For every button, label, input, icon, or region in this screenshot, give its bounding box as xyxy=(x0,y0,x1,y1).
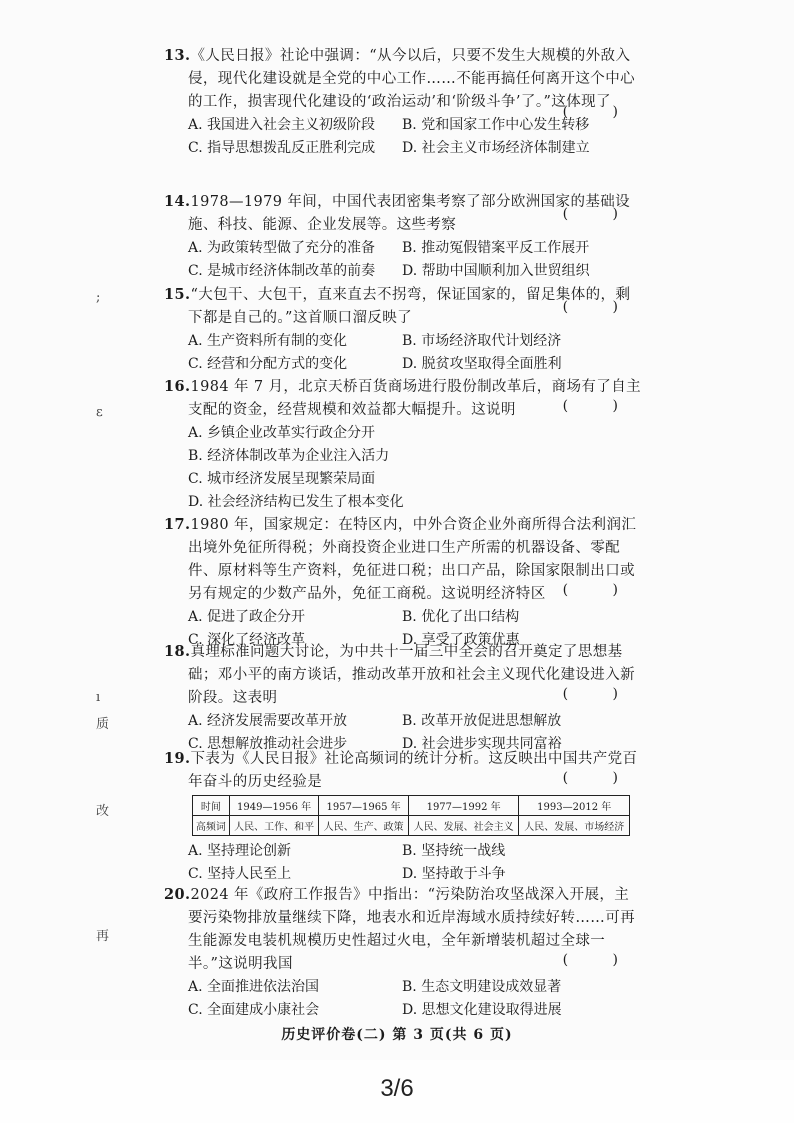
table-row xyxy=(193,816,630,836)
table-cell: 1993—2012 年 xyxy=(519,796,630,816)
option-d[interactable]: D. 享受了政策优惠 xyxy=(402,632,520,648)
option-b[interactable]: B. 优化了出口结构 xyxy=(402,609,520,625)
option-c[interactable]: C. 思想解放推动社会进步 xyxy=(188,736,348,752)
option-a[interactable]: A. 生产资料所有制的变化 xyxy=(188,333,348,349)
question-15-options xyxy=(164,330,644,376)
margin-mark: 改 xyxy=(96,804,110,819)
option-d[interactable]: D. 坚持敢于斗争 xyxy=(402,866,506,882)
option-c[interactable]: C. 城市经济发展呈现繁荣局面 xyxy=(188,471,376,487)
margin-mark: ı xyxy=(96,690,101,705)
option-d[interactable]: D. 脱贫攻坚取得全面胜利 xyxy=(402,356,562,372)
option-b[interactable]: B. 坚持统一战线 xyxy=(402,843,506,859)
answer-blank[interactable]: ( ) xyxy=(562,582,638,598)
option-a[interactable]: A. 经济发展需要改革开放 xyxy=(188,713,348,729)
table-cell: 时间 xyxy=(193,796,230,816)
question-17 xyxy=(164,513,644,652)
margin-mark: 质 xyxy=(96,717,110,732)
question-16-options xyxy=(164,422,644,514)
option-a[interactable]: A. 全面推进依法治国 xyxy=(188,979,320,995)
question-16-stem: 16.1984 年 7 月，北京天桥百货商场进行股份制改革后，商场有了自主支配的资金，经营规模和效益都大幅提升。这说明 xyxy=(164,378,641,418)
question-19 xyxy=(164,747,644,794)
option-d[interactable]: D. 社会主义市场经济体制建立 xyxy=(402,140,590,156)
page-indicator: 3/6 xyxy=(380,1075,414,1102)
option-c[interactable]: C. 深化了经济改革 xyxy=(188,632,306,648)
table-cell: 人民、工作、和平 xyxy=(229,816,319,836)
option-b[interactable]: B. 市场经济取代计划经济 xyxy=(402,333,562,349)
option-c[interactable]: C. 坚持人民至上 xyxy=(188,866,292,882)
table-cell: 人民、发展、市场经济 xyxy=(519,816,630,836)
option-d[interactable]: D. 思想文化建设取得进展 xyxy=(402,1002,562,1018)
answer-blank[interactable]: ( ) xyxy=(562,952,638,968)
answer-blank[interactable]: ( ) xyxy=(562,299,638,315)
question-13 xyxy=(164,44,644,160)
option-d[interactable]: D. 帮助中国顺利加入世贸组织 xyxy=(402,263,590,279)
option-c[interactable]: C. 是城市经济体制改革的前奏 xyxy=(188,263,376,279)
answer-blank[interactable]: ( ) xyxy=(562,398,638,414)
table-cell: 1977—1992 年 xyxy=(408,796,519,816)
answer-blank[interactable]: ( ) xyxy=(562,206,638,222)
answer-blank[interactable]: ( ) xyxy=(562,770,638,786)
option-a[interactable]: A. 乡镇企业改革实行政企分开 xyxy=(188,425,376,441)
option-b[interactable]: B. 推动冤假错案平反工作展开 xyxy=(402,240,590,256)
question-17-stem: 17.1980 年，国家规定：在特区内，中外合资企业外商所得合法利润汇出境外免征所得税；外商投资企业进口生产所需的机器设备、零配件、原材料等生产资料，免征进口税；出口产品，除国家限制出口或另有规定的少数产品外，免征工商税。这说明经济特区 xyxy=(164,516,637,602)
question-13-stem: 13.《人民日报》社论中强调：“从今以后，只要不发生大规模的外敌入侵，现代化建设就是全党的中心工作……不能再搞任何离开这个中心的工作，损害现代化建设的‘政治运动’和‘阶级斗争’了。”这体现了 xyxy=(164,47,635,110)
option-a[interactable]: A. 为政策转型做了充分的准备 xyxy=(188,240,376,256)
question-14-options xyxy=(164,237,644,283)
option-b[interactable]: B. 改革开放促进思想解放 xyxy=(402,713,562,729)
question-15-stem: 15.“大包干、大包干，直来直去不拐弯，保证国家的，留足集体的，剩下都是自己的。”这首顺口溜反映了 xyxy=(164,286,631,326)
table-cell: 人民、发展、社会主义 xyxy=(408,816,519,836)
option-b[interactable]: B. 生态文明建设成效显著 xyxy=(402,979,562,995)
answer-blank[interactable]: ( ) xyxy=(562,686,638,702)
option-a[interactable]: A. 坚持理论创新 xyxy=(188,843,292,859)
question-19-options xyxy=(164,840,644,886)
margin-mark: ε xyxy=(96,405,103,420)
question-19-stem: 19.下表为《人民日报》社论高频词的统计分析。这反映出中国共产党百年奋斗的历史经验是 xyxy=(164,750,638,790)
margin-mark: 再 xyxy=(96,929,110,944)
question-20-stem: 20.2024 年《政府工作报告》中指出：“污染防治攻坚战深入开展，主要污染物排放量继续下降，地表水和近岸海域水质持续好转……可再生能源发电装机规模历史性超过火电，全年新增装机超过全球一半。”这说明我国 xyxy=(164,886,635,972)
table-cell: 人民、生产、政策 xyxy=(319,816,409,836)
option-d[interactable]: D. 社会进步实现共同富裕 xyxy=(402,736,562,752)
option-d[interactable]: D. 社会经济结构已发生了根本变化 xyxy=(188,494,404,510)
question-16 xyxy=(164,375,644,514)
question-14-stem: 14.1978—1979 年间，中国代表团密集考察了部分欧洲国家的基础设施、科技、能源、企业发展等。这些考察 xyxy=(164,193,631,233)
question-13-options xyxy=(164,114,644,160)
question-20-options xyxy=(164,976,644,1022)
table-cell: 高频词 xyxy=(193,816,230,836)
page-footer: 历史评价卷(二) 第 3 页(共 6 页) xyxy=(281,1027,513,1043)
question-14 xyxy=(164,190,644,283)
option-b[interactable]: B. 经济体制改革为企业注入活力 xyxy=(188,448,390,464)
answer-blank[interactable]: ( ) xyxy=(562,104,638,120)
question-15 xyxy=(164,283,644,376)
table-cell: 1949—1956 年 xyxy=(229,796,319,816)
option-a[interactable]: A. 我国进入社会主义初级阶段 xyxy=(188,117,376,133)
option-c[interactable]: C. 全面建成小康社会 xyxy=(188,1002,320,1018)
question-19-options-wrap xyxy=(164,840,644,886)
option-b[interactable]: B. 党和国家工作中心发生转移 xyxy=(402,117,590,133)
question-18 xyxy=(164,640,644,756)
option-c[interactable]: C. 经营和分配方式的变化 xyxy=(188,356,348,372)
question-20 xyxy=(164,883,644,1022)
option-a[interactable]: A. 促进了政企分开 xyxy=(188,609,306,625)
table-header-row xyxy=(193,796,630,816)
high-frequency-words-table xyxy=(192,795,630,836)
option-c[interactable]: C. 指导思想拨乱反正胜利完成 xyxy=(188,140,376,156)
table-cell: 1957—1965 年 xyxy=(319,796,409,816)
margin-mark: ; xyxy=(96,290,101,305)
question-18-stem: 18.真理标准问题大讨论，为中共十一届三中全会的召开奠定了思想基础；邓小平的南方谈话，推动改革开放和社会主义现代化建设进入新阶段。这表明 xyxy=(164,643,635,706)
